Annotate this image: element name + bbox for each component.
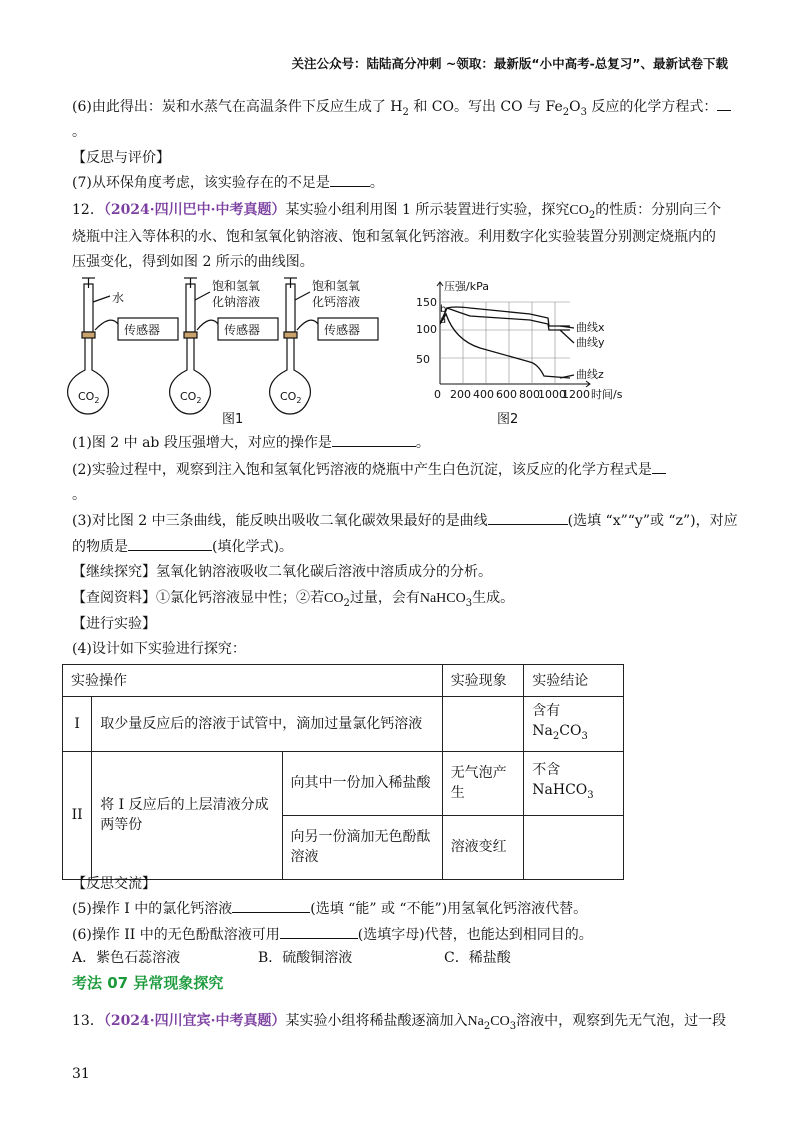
row-1-operation: 取少量反应后的溶液于试管中，滴加过量氯化钙溶液: [92, 697, 442, 752]
xtick-1000: 1000: [538, 388, 566, 401]
svg-text:CO2: $CO_2$: [280, 390, 302, 405]
figure-1-apparatus: [60, 274, 400, 424]
question-12-line2: 烧瓶中注入等体积的水、饱和氢氧化钠溶液、饱和氢氧化钙溶液。利用数字化实验装置分别测定烧瓶内的: [72, 229, 716, 245]
syringe-1: [84, 284, 93, 332]
answer-blank[interactable]: [332, 432, 416, 447]
row-1-phenomenon: [442, 697, 524, 752]
end-mark-2: 。: [72, 487, 86, 503]
xtick-400: 400: [473, 388, 494, 401]
point-b: b: [440, 304, 447, 315]
xtick-800: 800: [519, 388, 540, 401]
row-2-conclusion-1: 不含 NaHCO$_3$: [524, 751, 624, 815]
xtick-0: 0: [434, 388, 441, 401]
sensor-label-2: 传感器: [224, 323, 261, 337]
sensor-label-3: 传感器: [324, 323, 361, 337]
xtick-200: 200: [450, 388, 471, 401]
page-header: 关注公众号：陆陆高分冲刺 ~领取：最新版“小中高考-总复习”、最新试卷下载: [291, 56, 728, 71]
section-heading: 考法 07 异常现象探究: [72, 974, 224, 992]
answer-blank[interactable]: [232, 898, 310, 913]
label-naoh-2: 化钠溶液: [212, 295, 261, 309]
label-caoh-1: 饱和氢氧: [312, 279, 361, 293]
row-2-id: II: [63, 751, 92, 879]
ytick-100: 100: [416, 323, 437, 336]
answer-blank[interactable]: [128, 536, 212, 551]
subquestion-6: (6)操作 II 中的无色酚酞溶液可用 (选填字母)代替，也能达到相同目的。: [72, 924, 593, 945]
row-1-conclusion: 含有 $Na_2CO_3$: [524, 697, 624, 752]
answer-blank[interactable]: [717, 96, 731, 111]
svg-text:CO2: $CO_2$: [78, 390, 100, 405]
syringe-2: [186, 284, 195, 332]
th-phenomenon: 实验现象: [442, 665, 524, 697]
curve-z-label: 曲线z: [576, 368, 604, 381]
experiment-heading: 【进行实验】: [72, 616, 156, 632]
page-number: 31: [72, 1066, 90, 1082]
point-a: a: [440, 315, 447, 326]
ytick-150: 150: [416, 296, 437, 309]
experiment-table: [62, 664, 624, 880]
question-7: (7)从环保角度考虑，该实验存在的不足是 。: [72, 172, 384, 193]
subquestion-2: (2)实验过程中，观察到注入饱和氢氧化钙溶液的烧瓶中产生白色沉淀，该反应的化学方程式是: [72, 459, 666, 480]
chart-ylabel: 压强/kPa: [444, 280, 489, 293]
sensor-label-1: 传感器: [124, 323, 161, 337]
th-operation: 实验操作: [63, 665, 443, 697]
option-b[interactable]: B．硫酸铜溶液: [258, 950, 353, 966]
answer-blank[interactable]: [330, 172, 370, 187]
grid: [440, 302, 570, 384]
end-mark: 。: [72, 124, 86, 140]
svg-text:CO2: $CO_2$: [180, 390, 202, 405]
curve-x-label: 曲线x: [576, 321, 605, 334]
figure-1-caption: 图1: [222, 412, 244, 427]
subquestion-3-line2: 的物质是 (填化学式)。: [72, 536, 293, 557]
curve-x: [440, 307, 570, 326]
stopper-1: [82, 332, 95, 338]
curve-y-label: 曲线y: [576, 336, 605, 349]
row-2-suboperation-2: 向另一份滴加无色酚酞溶液: [282, 815, 442, 879]
subquestion-5: (5)操作 I 中的氯化钙溶液 (选填 “能” 或 “不能”)用氢氧化钙溶液代替。: [72, 898, 587, 919]
answer-blank[interactable]: [488, 510, 568, 525]
row-1-id: I: [63, 697, 92, 752]
xtick-600: 600: [496, 388, 517, 401]
figure-2-caption: 图2: [497, 412, 519, 427]
label-naoh-1: 饱和氢氧: [212, 279, 261, 293]
th-conclusion: 实验结论: [524, 665, 624, 697]
row-2-suboperation-1: 向其中一份加入稀盐酸: [282, 751, 442, 815]
label-caoh-2: 化钙溶液: [312, 295, 361, 309]
question-12: 12．（2024·四川巴中·中考真题）某实验小组利用图 1 所示装置进行实验，探究$CO_2$的性质：分别向三个: [72, 202, 722, 221]
question-13: 13．（2024·四川宜宾·中考真题）某实验小组将稀盐酸逐滴加入$Na_2CO_3$溶液中，观察到先无气泡，过一段: [72, 1013, 727, 1032]
options-row: [72, 948, 511, 968]
row-2-phenomenon-2: 溶液变红: [442, 815, 524, 879]
lookup-data: 【查阅资料】①氯化钙溶液显中性；②若$CO_2$过量，会有NaHCO$_3$生成。: [72, 590, 515, 609]
subquestion-4: (4)设计如下实验进行探究：: [72, 641, 246, 657]
row-2-phenomenon-1: 无气泡产生: [442, 751, 524, 815]
curve-z: [440, 314, 570, 378]
stopper-3: [284, 332, 297, 338]
ytick-50: 50: [416, 353, 430, 366]
answer-blank[interactable]: [652, 459, 666, 474]
xtick-1200: 1200: [562, 388, 590, 401]
subquestion-3: (3)对比图 2 中三条曲线，能反映出吸收二氧化碳效果最好的是曲线 (选填 “x”“y”或 “z”)，对应: [72, 510, 738, 531]
chart-xlabel: 时间/s: [591, 388, 623, 401]
reflect-heading-2: 【反思交流】: [72, 876, 156, 892]
reflect-heading-1: 【反思与评价】: [72, 150, 170, 166]
row-2-conclusion-2: [524, 815, 624, 879]
row-2-operation: 将 I 反应后的上层清液分成两等份: [92, 751, 282, 879]
stopper-2: [184, 332, 197, 338]
continue-explore: 【继续探究】氢氧化钠溶液吸收二氧化碳后溶液中溶质成分的分析。: [72, 564, 492, 580]
question-12-line3: 压强变化，得到如图 2 所示的曲线图。: [72, 254, 314, 270]
figure-2-chart: [410, 278, 635, 420]
answer-blank[interactable]: [280, 924, 358, 939]
question-6-top: (6)由此得出：炭和水蒸气在高温条件下反应生成了 $H_2$ 和 CO。写出 CO 与 $Fe_2O_3$ 反应的化学方程式：: [72, 96, 731, 123]
subquestion-1: (1)图 2 中 ab 段压强增大，对应的操作是 。: [72, 432, 430, 453]
option-a[interactable]: A．紫色石蕊溶液: [72, 950, 181, 966]
syringe-3: [286, 284, 295, 332]
option-c[interactable]: C．稀盐酸: [444, 950, 511, 966]
label-water: 水: [112, 291, 125, 305]
